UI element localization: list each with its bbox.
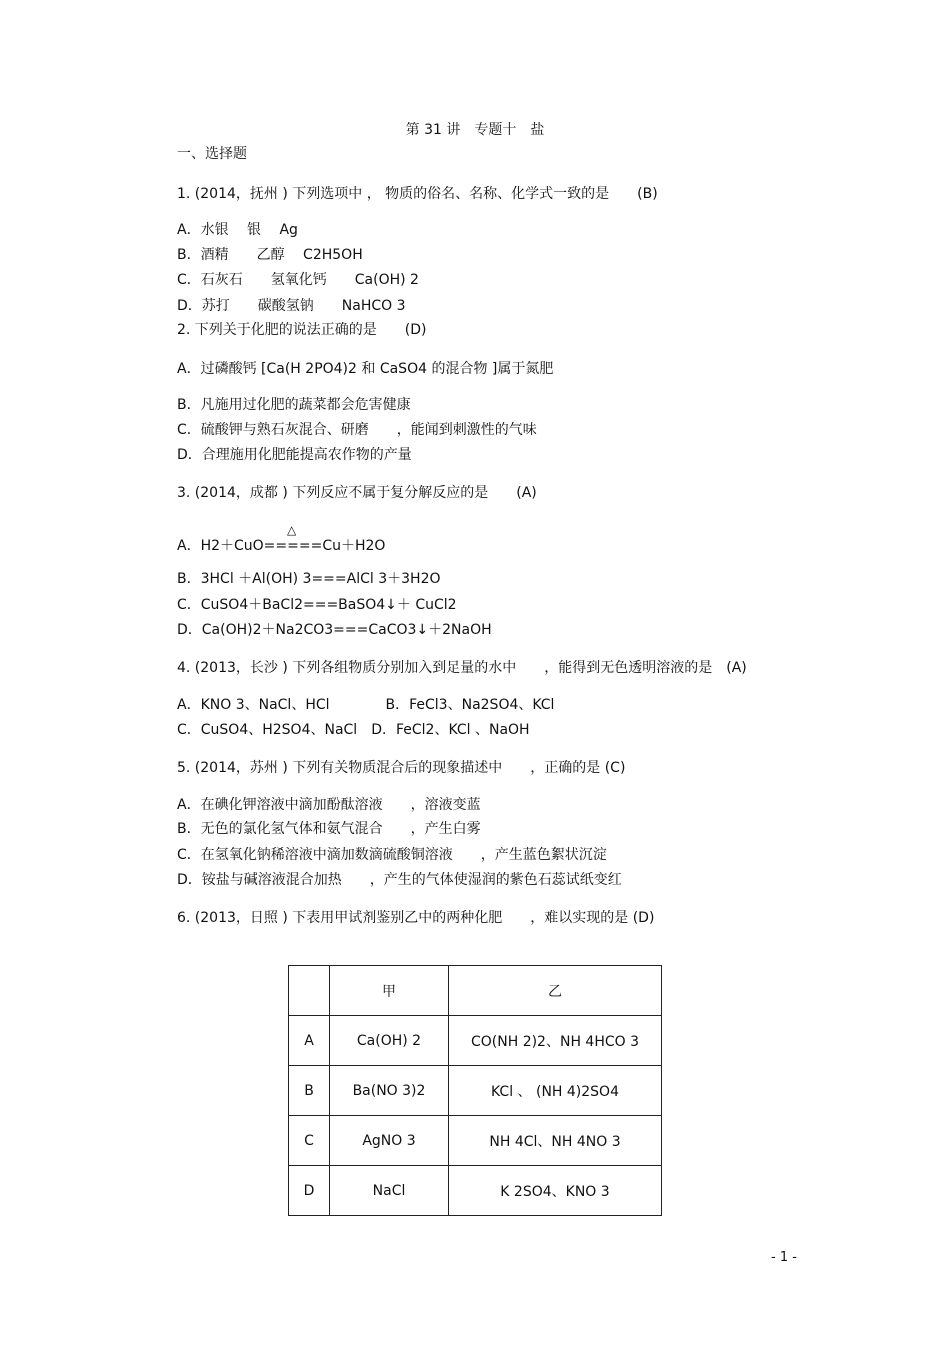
question-3-option-c: C．CuSO4＋BaCl2===BaSO4↓＋ CuCl2 <box>177 597 457 613</box>
question-1: 1. (2014，抚州 ) 下列选项中 ， 物质的俗名、名称、化学式一致的是 (B) <box>177 186 658 202</box>
question-4-options-cd: C．CuSO4、H2SO4、NaCl D．FeCl2、KCl 、NaOH <box>177 722 530 738</box>
table-cell: AgNO 3 <box>330 1116 449 1166</box>
question-5-option-b: B．无色的氯化氢气体和氨气混合 ，产生白雾 <box>177 821 481 837</box>
question-6: 6. (2013，日照 ) 下表用甲试剂鉴别乙中的两种化肥 ，难以实现的是 (D) <box>177 910 655 926</box>
question-5-option-c: C．在氢氧化钠稀溶液中滴加数滴硫酸铜溶液 ，产生蓝色絮状沉淀 <box>177 847 607 863</box>
question-3: 3. (2014，成都 ) 下列反应不属于复分解反应的是 (A) <box>177 485 537 501</box>
question-3-option-b: B．3HCl ＋Al(OH) 3===AlCl 3＋3H2O <box>177 571 441 587</box>
table-row <box>289 1066 662 1116</box>
question-4-options-ab: A．KNO 3、NaCl、HCl B．FeCl3、Na2SO4、KCl <box>177 697 555 713</box>
table-row <box>289 1116 662 1166</box>
table-header-cell <box>289 966 330 1016</box>
question-5: 5. (2014，苏州 ) 下列有关物质混合后的现象描述中 ，正确的是 (C) <box>177 760 626 776</box>
question-2-option-c: C．硫酸钾与熟石灰混合、研磨 ，能闻到刺激性的气味 <box>177 422 537 438</box>
table-cell: NaCl <box>330 1166 449 1216</box>
question-2-option-d: D．合理施用化肥能提高农作物的产量 <box>177 447 412 463</box>
question-5-option-a: A．在碘化钾溶液中滴加酚酞溶液 ，溶液变蓝 <box>177 797 481 813</box>
table-header-row <box>289 966 662 1016</box>
table-cell: D <box>289 1166 330 1216</box>
table-cell: B <box>289 1066 330 1116</box>
question-1-option-a: A．水银 银 Ag <box>177 222 298 238</box>
question-2-option-a: A．过磷酸钙 [Ca(H 2PO4)2 和 CaSO4 的混合物 ]属于氮肥 <box>177 361 554 377</box>
table-cell: Ba(NO 3)2 <box>330 1066 449 1116</box>
table-header-cell: 甲 <box>330 966 449 1016</box>
table-cell: K 2SO4、KNO 3 <box>449 1166 662 1216</box>
table-header-cell: 乙 <box>449 966 662 1016</box>
page-title: 第 31 讲 专题十 盐 <box>405 122 545 138</box>
section-heading: 一、选择题 <box>177 146 247 162</box>
question-5-option-d: D．铵盐与碱溶液混合加热 ，产生的气体使湿润的紫色石蕊试纸变红 <box>177 872 622 888</box>
table-cell: KCl 、 (NH 4)2SO4 <box>449 1066 662 1116</box>
question-2-option-b: B．凡施用过化肥的蔬菜都会危害健康 <box>177 397 411 413</box>
heat-symbol: △ <box>287 523 297 537</box>
table-row <box>289 1166 662 1216</box>
question-3-option-a: A．H2＋CuO=====Cu＋H2O <box>177 538 386 554</box>
table-cell: C <box>289 1116 330 1166</box>
question-1-option-c: C．石灰石 氢氧化钙 Ca(OH) 2 <box>177 272 419 288</box>
question-2: 2. 下列关于化肥的说法正确的是 (D) <box>177 322 427 338</box>
table-cell: A <box>289 1016 330 1066</box>
reagent-table <box>288 965 662 1216</box>
table-cell: NH 4Cl、NH 4NO 3 <box>449 1116 662 1166</box>
table-cell: Ca(OH) 2 <box>330 1016 449 1066</box>
question-1-option-b: B．酒精 乙醇 C2H5OH <box>177 247 363 263</box>
table-row <box>289 1016 662 1066</box>
question-1-option-d: D．苏打 碳酸氢钠 NaHCO 3 <box>177 298 406 314</box>
table-cell: CO(NH 2)2、NH 4HCO 3 <box>449 1016 662 1066</box>
question-4: 4. (2013，长沙 ) 下列各组物质分别加入到足量的水中 ，能得到无色透明溶液的是 (A) <box>177 660 747 676</box>
question-3-option-d: D．Ca(OH)2＋Na2CO3===CaCO3↓＋2NaOH <box>177 622 492 638</box>
page-number: - 1 - <box>771 1250 797 1265</box>
